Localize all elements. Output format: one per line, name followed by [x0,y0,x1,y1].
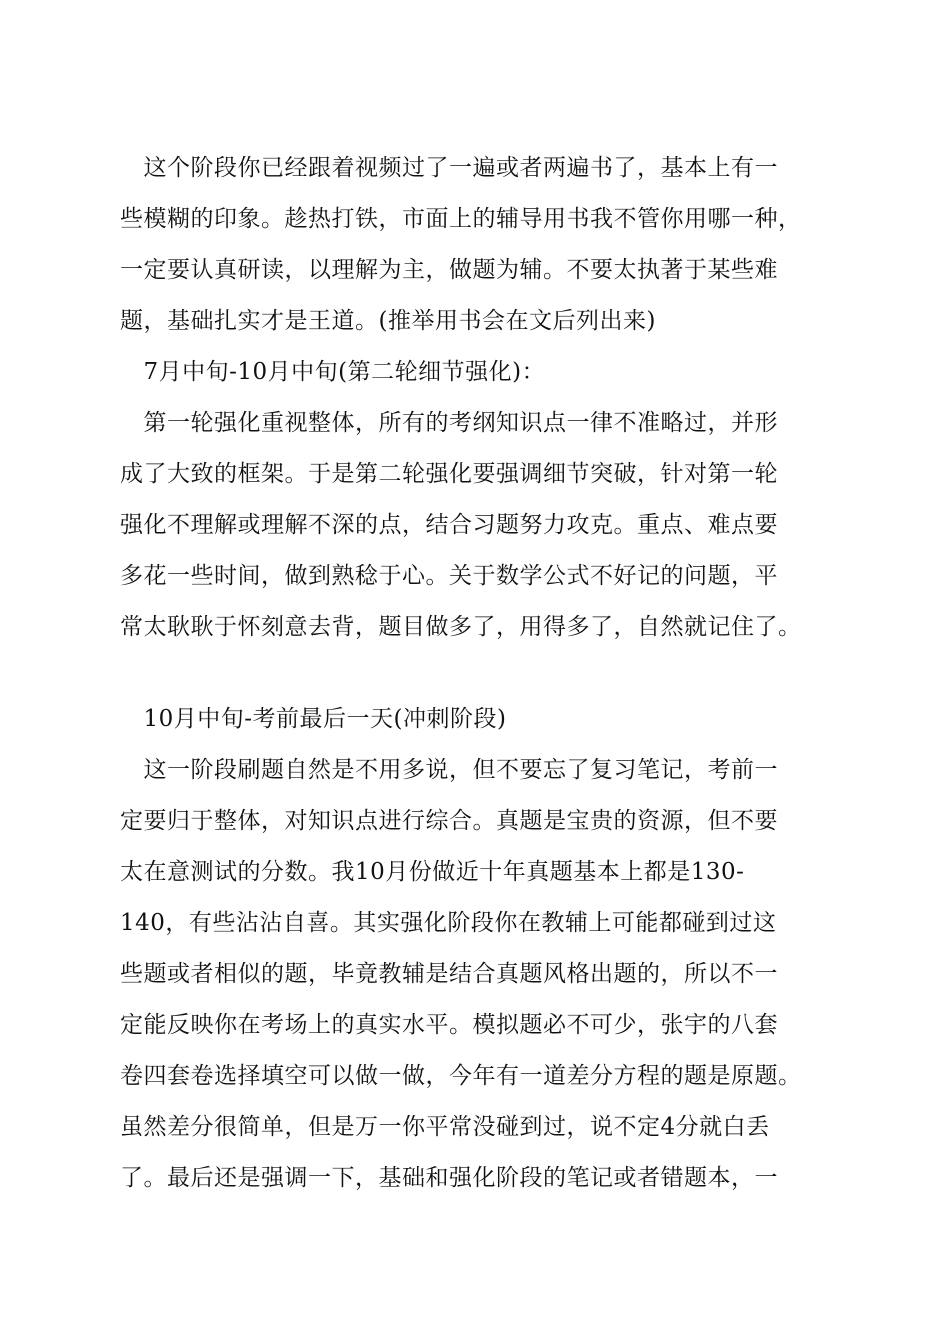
text-line: 这一阶段刷题自然是不用多说，但不要忘了复习笔记，考前一 [120,757,778,783]
text-line: 卷四套卷选择填空可以做一做，今年有一道差分方程的题是原题。 [120,1063,802,1089]
text-line: 了。最后还是强调一下，基础和强化阶段的笔记或者错题本，一 [120,1165,778,1191]
text-line: 些模糊的印象。趁热打铁，市面上的辅导用书我不管你用哪一种， [120,206,802,232]
text-line: 定能反映你在考场上的真实水平。模拟题必不可少，张宇的八套 [120,1012,778,1038]
text-line: 强化不理解或理解不深的点，结合习题努力攻克。重点、难点要 [120,512,778,538]
text-line: 题，基础扎实才是王道。(推举用书会在文后列出来) [120,308,656,334]
text-line: 定要归于整体，对知识点进行综合。真题是宝贵的资源，但不要 [120,808,778,834]
section-heading: 10月中旬-考前最后一天(冲刺阶段) [120,706,507,732]
text-line: 一定要认真研读，以理解为主，做题为辅。不要太执著于某些难 [120,257,778,283]
text-line: 这个阶段你已经跟着视频过了一遍或者两遍书了，基本上有一 [120,155,778,181]
text-line: 些题或者相似的题，毕竟教辅是结合真题风格出题的，所以不一 [120,961,778,987]
text-line: 常太耿耿于怀刻意去背，题目做多了，用得多了，自然就记住了。 [120,614,802,640]
text-line: 第一轮强化重视整体，所有的考纲知识点一律不准略过，并形 [120,410,778,436]
text-line: 太在意测试的分数。我10月份做近十年真题基本上都是130- [120,859,745,885]
text-line: 虽然差分很简单，但是万一你平常没碰到过，说不定4分就白丢 [120,1114,770,1140]
text-line: 多花一些时间，做到熟稔于心。关于数学公式不好记的问题，平 [120,563,778,589]
section-heading: 7月中旬-10月中旬(第二轮细节强化)： [120,359,546,385]
text-line: 成了大致的框架。于是第二轮强化要强调细节突破，针对第一轮 [120,461,778,487]
text-line: 140，有些沾沾自喜。其实强化阶段你在教辅上可能都碰到过这 [120,910,777,936]
